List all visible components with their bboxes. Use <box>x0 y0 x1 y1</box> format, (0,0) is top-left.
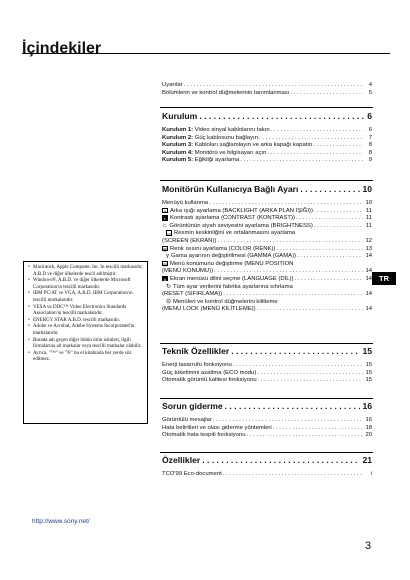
toc-entry[interactable]: TCO'99 Eco-document . . . i <box>162 471 372 479</box>
toc-entry[interactable]: ◐ Kontrastı ayarlama (CONTRAST (KONTRAST)) . . . 11 <box>162 215 372 223</box>
section-heading[interactable]: Sorun giderme . . . 16 <box>162 401 372 411</box>
toc-entry[interactable]: ▤ Menü konumunu değiştirme (MENU POSITION <box>163 260 294 267</box>
menu-position-icon: ▤ <box>163 261 167 267</box>
toc-section-specs <box>162 346 372 385</box>
toc-section-kurulum <box>162 111 372 165</box>
section-rule <box>160 343 373 344</box>
toc-entry[interactable]: Otomatik hata tespiti fonksiyonu . . . 20 <box>162 432 372 440</box>
toc-intro <box>162 82 372 97</box>
section-heading[interactable]: Kurulum . . . 6 <box>162 111 372 121</box>
section-heading[interactable]: Monitörün Kullanıcıya Bağlı Ayarı . . . 10 <box>162 184 372 194</box>
toc-entry[interactable]: Uyarılar . . . 4 <box>162 82 372 90</box>
trademark-item: • Burada adı geçen diğer bütün ürün isimleri, ilgili firmalarına ait markalar veya tescilli markalar olabilir. <box>28 338 143 351</box>
toc-entry[interactable]: ☼ Görüntünün siyah seviyesini ayarlama (BRIGHTNESS) . . . 11 <box>162 223 372 231</box>
toc-entry[interactable]: Kurulum 4: Monitörü ve bilgisayarı açın . . . 8 <box>162 150 372 158</box>
page-number: 3 <box>365 540 372 552</box>
lock-icon: ⊖ <box>166 298 171 305</box>
toc-section-troubleshoot <box>162 401 372 440</box>
toc-entry[interactable]: Menüyü kullanma . . . 10 <box>162 200 372 208</box>
toc-entry-cont[interactable]: (MENU LOCK (MENÜ KİLİTLEME)) . . . 14 <box>162 306 372 314</box>
trademark-item: • Ayrıca, "™" ve "®" bu el kitabında her yerde söz edilmez. <box>28 351 143 364</box>
trademark-item: • IBM PC/AT ve VGA, A.B.D. IBM Corporation'ın tescilli markalarıdır. <box>28 291 143 304</box>
toc-section-features <box>162 455 372 479</box>
contrast-icon: ◐ <box>163 216 167 222</box>
trademark-item: • VESA ve DDC™ Video Electronics Standards Association'ın tescilli markalarıdır. <box>28 305 143 318</box>
toc-entry[interactable]: Enerji tasarrufu fonksiyonu . . . 15 <box>162 362 372 370</box>
toc-entry[interactable]: ↻ Tüm ayar verilerini fabrika ayarlarına sıfırlama <box>166 283 293 290</box>
trademark-item: • Windows®, A.B.D. ve diğer ülkelerde Microsoft Corporation'ın tescilli markasıdır. <box>28 278 143 291</box>
page-title: İçindekiler <box>22 40 102 57</box>
trademark-item: • Adobe ve Acrobat, Adobe Systems Incorporated'ın markalarıdır. <box>28 324 143 337</box>
toc-section-adjust <box>162 184 372 314</box>
backlight-icon: ☀ <box>163 208 167 214</box>
toc-entry[interactable]: Kurulum 3: Kabloları sağlamlayın ve arka kapağı kapatın . . . 8 <box>162 142 372 150</box>
toc-entry[interactable]: ▭ Resmin keskinliğini ve ortalanmasını ayarlama <box>167 230 296 237</box>
website-link[interactable]: http://www.sony.net/ <box>32 518 90 525</box>
trademark-notice <box>23 261 148 424</box>
toc-entry-cont[interactable]: (SCREEN (EKRAN)) . . . 12 <box>162 238 372 246</box>
section-rule <box>160 180 373 181</box>
section-rule <box>160 452 373 453</box>
toc-entry[interactable]: ☀ Arka ışığı ayarlama (BACKLIGHT (ARKA PLAN IŞIĞI)) . . . 11 <box>162 208 372 216</box>
toc-entry[interactable]: A Ekran menüsü dilini seçme (LANGUAGE (DİL)) . . . 14 <box>162 276 372 284</box>
section-heading[interactable]: Teknik Özellikler . . . 15 <box>162 346 372 356</box>
screen-icon: ▭ <box>167 231 171 237</box>
section-rule <box>160 398 373 399</box>
toc-entry[interactable]: Bölümlerin ve kontrol düğmelerinin tanımlanması . . . 5 <box>162 90 372 98</box>
title-rule <box>22 53 390 54</box>
gamma-icon: γ <box>166 253 169 260</box>
section-rule <box>160 107 373 108</box>
toc-entry[interactable]: ⊖ Menüleri ve kontrol düğmelerini kilitleme <box>166 298 278 305</box>
section-heading[interactable]: Özellikler . . . 21 <box>162 455 372 465</box>
toc-entry[interactable]: Kurulum 5: Eğikliği ayarlama . . . 9 <box>162 157 372 165</box>
toc-entry[interactable]: Görüntülü mesajlar . . . 16 <box>162 417 372 425</box>
language-tab: TR <box>372 272 396 285</box>
toc-entry[interactable]: Kurulum 2: Güç kablosunu bağlayın . . . 7 <box>162 135 372 143</box>
toc-entry[interactable]: γ Gama ayarının değiştirilmesi (GAMMA (GAMA)) . . . 14 <box>162 253 372 261</box>
toc-entry[interactable]: ▦ Renk ısısını ayarlama (COLOR (RENK)) . . . 13 <box>162 246 372 254</box>
reset-icon: ↻ <box>166 283 171 290</box>
trademark-item: • Macintosh, Apple Computer, Inc.'in tescilli markasıdır, A.B.D ve diğer ülkelerde tescil edilmiştir. <box>28 265 143 278</box>
toc-entry[interactable]: Hata belirtileri ve olası giderme yöntemleri . . . 18 <box>162 425 372 433</box>
language-icon: A <box>163 276 167 282</box>
color-icon: ▦ <box>163 246 167 252</box>
toc-entry[interactable]: Kurulum 1: Video sinyal kablolarını takın . . . 6 <box>162 127 372 135</box>
brightness-icon: ☼ <box>162 222 168 229</box>
toc-entry-cont[interactable]: (MENÜ KONUMU)) . . . 14 <box>162 268 372 276</box>
toc-entry[interactable]: Güç tüketimini azaltma (ECO modu) . . . 15 <box>162 370 372 378</box>
toc-entry-cont[interactable]: (RESET (SIFIRLAMA)) . . . 14 <box>162 291 372 299</box>
toc-entry[interactable]: Otomatik görüntü kalitesi fonksiyonu . . . 15 <box>162 377 372 385</box>
trademark-item: • ENERGY STAR A.B.D. tescilli markasıdır. <box>28 318 143 325</box>
